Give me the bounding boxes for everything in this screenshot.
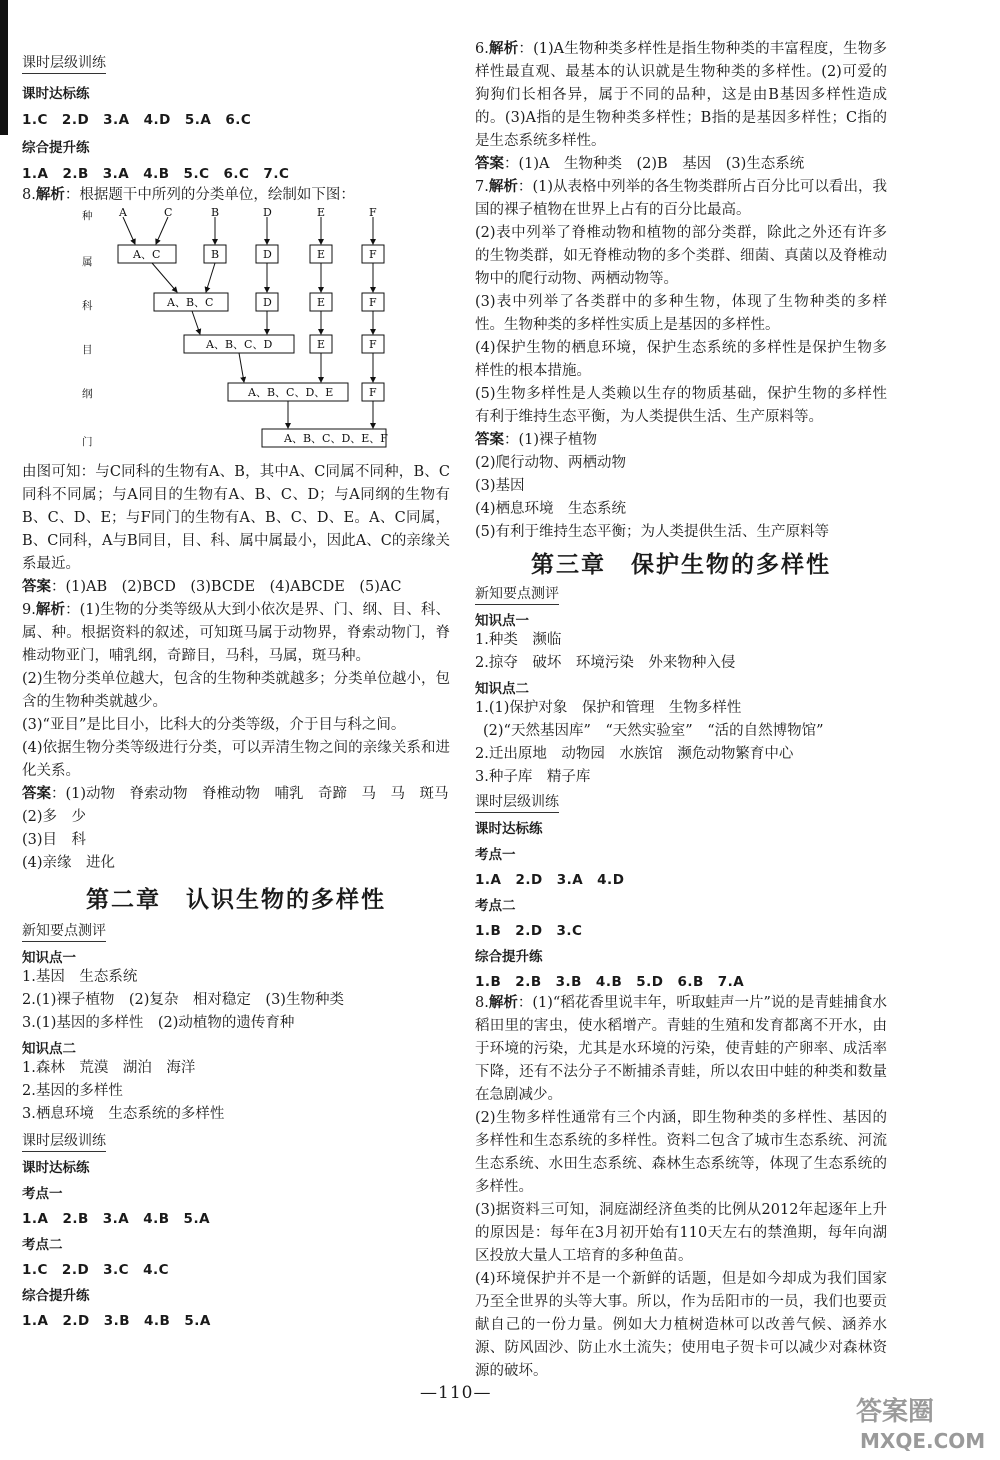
subheading: 综合提升练 [22,140,90,156]
box-label: A、B、C [167,296,214,309]
answer-line: 3.栖息环境 生态系统的多样性 [22,1106,225,1122]
answer-line: (3)基因 [475,478,525,494]
box-label: F [369,386,377,399]
subheading: 考点一 [22,1186,63,1202]
answer-line: (3)目 科 [22,832,87,848]
paragraph: (5)生物多样性是人类赖以生存的物质基础，保护生物的多样性有利于维持生态平衡，为人类提供生活、生产原料等。 [475,386,887,425]
species-letter: B [211,207,220,219]
question-7-explanation: 7.解析：(1)从表格中列举的各生物类群所占百分比可以看出，我国的裸子植物在世界上占有的百分比最高。 [475,179,888,218]
rank-label: 目 [82,344,93,356]
box-label: E [317,338,326,351]
rank-label: 种 [82,210,93,222]
answer-line: 2.基因的多样性 [22,1083,123,1099]
svg-text:MXQE.COM: MXQE.COM [860,1429,986,1453]
subheading: 综合提升练 [475,949,543,965]
question-8-answer: 答案：(1)AB (2)BCD (3)BCDE (4)ABCDE (5)AC [22,579,402,595]
subheading: 考点二 [475,898,516,914]
box-label: A、B、C、D、E、F [284,432,388,445]
answer-line: (5)有利于维持生态平衡；为人类提供生活、生产原料等 [475,524,830,540]
rank-label: 门 [82,436,93,448]
rank-label: 科 [82,300,93,312]
paragraph: (4)依据生物分类等级进行分类，可以弄清生物之间的亲缘关系和进化关系。 [22,740,450,779]
answer-line: 1.A 2.D 3.B 4.B 5.A [22,1313,211,1329]
subheading: 知识点一 [475,613,529,629]
species-letter: D [263,207,272,219]
answer-line: 2.迁出原地 动物园 水族馆 濒危动物繁育中心 [475,746,794,762]
species-letter: C [164,207,173,219]
answer-line: 1.B 2.D 3.C [475,923,583,939]
species-letter: E [317,207,326,219]
svg-text:答案圈: 答案圈 [856,1397,935,1427]
answer-line: 1.A 2.B 3.A 4.B 5.A [22,1211,211,1227]
paragraph: (4)保护生物的栖息环境，保护生态系统的多样性是保护生物多样性的根本措施。 [475,340,887,379]
box-label: F [369,338,377,351]
answer-line: 1.A 2.B 3.A 4.B 5.C 6.C 7.C [22,166,290,182]
rank-label: 纲 [82,388,93,400]
answer-line: (2)“天然基因库” “天然实验室” “活的自然博物馆” [483,723,824,739]
box-label: B [211,248,220,261]
scan-edge-bar [0,0,8,135]
subheading: 考点一 [475,847,516,863]
box-label: A、B、C、D、E [248,386,334,399]
section-heading: 课时层级训练 [475,791,559,813]
subheading: 知识点二 [475,681,529,697]
box-label: E [317,248,326,261]
answer-line: 1.种类 濒临 [475,632,562,648]
question-8-explanation: 由图可知：与C同科的生物有A、B，其中A、C同属不同种，B、C同科不同属；与A同目的生物有A、B、C、D；与A同纲的生物有B、C、D、E；与F同门的生物有A、B、C、D、E。A、C同属，B、C同科，A与B同目，目、科、属中属最小，因此A、C的亲缘关系最近。 [22,464,450,572]
watermark-logo [850,1390,1000,1456]
subheading: 综合提升练 [22,1288,90,1304]
answer-line: 2.(1)裸子植物 (2)复杂 相对稳定 (3)生物种类 [22,992,344,1008]
box-label: A、C [133,248,161,261]
answer-line: 1.C 2.D 3.A 4.D 5.A 6.C [22,112,252,128]
classification-diagram [22,207,450,457]
box-label: E [317,296,326,309]
left-column [22,0,450,1329]
species-letter: A [119,207,127,219]
chapter-title: 第三章 保护生物的多样性 [531,551,831,578]
answer-line: 1.C 2.D 3.C 4.C [22,1262,170,1278]
answer-line: 2.掠夺 破坏 环境污染 外来物种入侵 [475,655,736,671]
box-label: F [369,248,377,261]
box-label: D [263,248,272,261]
paragraph: (2)生物分类单位越大，包含的生物种类就越多；分类单位越小，包含的生物种类就越少。 [22,671,450,710]
section-heading: 新知要点测评 [475,583,559,605]
answer-line: 1.B 2.B 3.B 4.B 5.D 6.B 7.A [475,974,745,990]
species-letter: F [369,207,377,219]
answer-line: 3.种子库 精子库 [475,769,591,785]
answer-line: (2)多 少 [22,809,87,825]
box-label: A、B、C、D [206,338,273,351]
answer-line: 1.森林 荒漠 湖泊 海洋 [22,1060,196,1076]
answer-line: 1.基因 生态系统 [22,969,138,985]
page-number: —110— [420,1383,492,1403]
box-label: F [369,296,377,309]
section-heading: 新知要点测评 [22,920,106,942]
right-column [475,0,887,1383]
answer-line: (4)栖息环境 生态系统 [475,501,627,517]
answer-line: 1.(1)保护对象 保护和管理 生物多样性 [475,700,742,716]
question-8-intro: 8.解析：根据题干中所列的分类单位，绘制如下图： [22,187,355,203]
subheading: 课时达标练 [22,86,90,102]
question-9-explanation: 9.解析：(1)生物的分类等级从大到小依次是界、门、纲、目、科、属、种。根据资料的叙述，可知斑马属于动物界，脊索动物门，脊椎动物亚门，哺乳纲，奇蹄目，马科，马属，斑马种。 [22,602,450,664]
rank-label: 属 [82,256,93,268]
section-heading: 课时层级训练 [22,1130,106,1152]
question-7-answer: 答案：(1)裸子植物 [475,432,598,448]
subheading: 课时达标练 [22,1160,90,1176]
answer-line: (2)爬行动物、两栖动物 [475,455,627,471]
question-9-answer: 答案：(1)动物 脊索动物 脊椎动物 哺乳 奇蹄 马 马 斑马 [22,786,449,802]
paragraph: (4)环境保护并不是一个新鲜的话题，但是如今却成为我们国家乃至全世界的头等大事。所以，作为岳阳市的一员，我们也要贡献自己的一份力量。例如大力植树造林可以改善气候、涵养水源、防风固沙、防止水土流失；使用电子贺卡可以减少对森林资源的破坏。 [475,1271,887,1379]
answer-line: 1.A 2.D 3.A 4.D [475,872,625,888]
answer-line: (4)亲缘 进化 [22,855,116,871]
question-6-answer: 答案：(1)A 生物种类 (2)B 基因 (3)生态系统 [475,156,805,172]
subheading: 课时达标练 [475,821,543,837]
subheading: 知识点二 [22,1041,76,1057]
box-label: D [263,296,272,309]
paragraph: (3)据资料三可知，洞庭湖经济鱼类的比例从2012年起逐年上升的原因是：每年在3月初开始有110天左右的禁渔期，每年向湖区投放大量人工培育的多种鱼苗。 [475,1202,887,1264]
section-heading: 课时层级训练 [22,52,106,74]
paragraph: (2)生物多样性通常有三个内涵，即生物种类的多样性、基因的多样性和生态系统的多样性。资料二包含了城市生态系统、河流生态系统、水田生态系统、森林生态系统等，体现了生态系统的多样性。 [475,1110,887,1195]
question-8-explanation: 8.解析：(1)“稻花香里说丰年，听取蛙声一片”说的是青蛙捕食水稻田里的害虫，使水稻增产。青蛙的生殖和发育都离不开水，由于环境的污染，尤其是水环境的污染，使青蛙的产卵率、成活率下降，还有不法分子不断捕杀青蛙，所以农田中蛙的种类和数量在急剧减少。 [475,995,887,1103]
subheading: 考点二 [22,1237,63,1253]
question-6-explanation: 6.解析：(1)A生物种类多样性是指生物种类的丰富程度，生物多样性最直观、最基本的认识就是生物种类的多样性。(2)可爱的狗狗们长相各异，属于不同的品种，这是由B基因多样性造成的。(3)A指的是生物种类多样性；B指的是基因多样性；C指的是生态系统多样性。 [475,41,888,149]
paragraph: (2)表中列举了脊椎动物和植物的部分类群，除此之外还有许多的生物类群，如无脊椎动物的多个类群、细菌、真菌以及脊椎动物中的爬行动物、两栖动物等。 [475,225,887,287]
chapter-title: 第二章 认识生物的多样性 [86,886,386,913]
paragraph: (3)表中列举了各类群中的多种生物，体现了生物种类的多样性。生物种类的多样性实质上是基因的多样性。 [475,294,887,333]
answer-line: 3.(1)基因的多样性 (2)动植物的遗传育种 [22,1015,295,1031]
subheading: 知识点一 [22,950,76,966]
paragraph: (3)“亚目”是比目小，比科大的分类等级，介于目与科之间。 [22,717,406,733]
